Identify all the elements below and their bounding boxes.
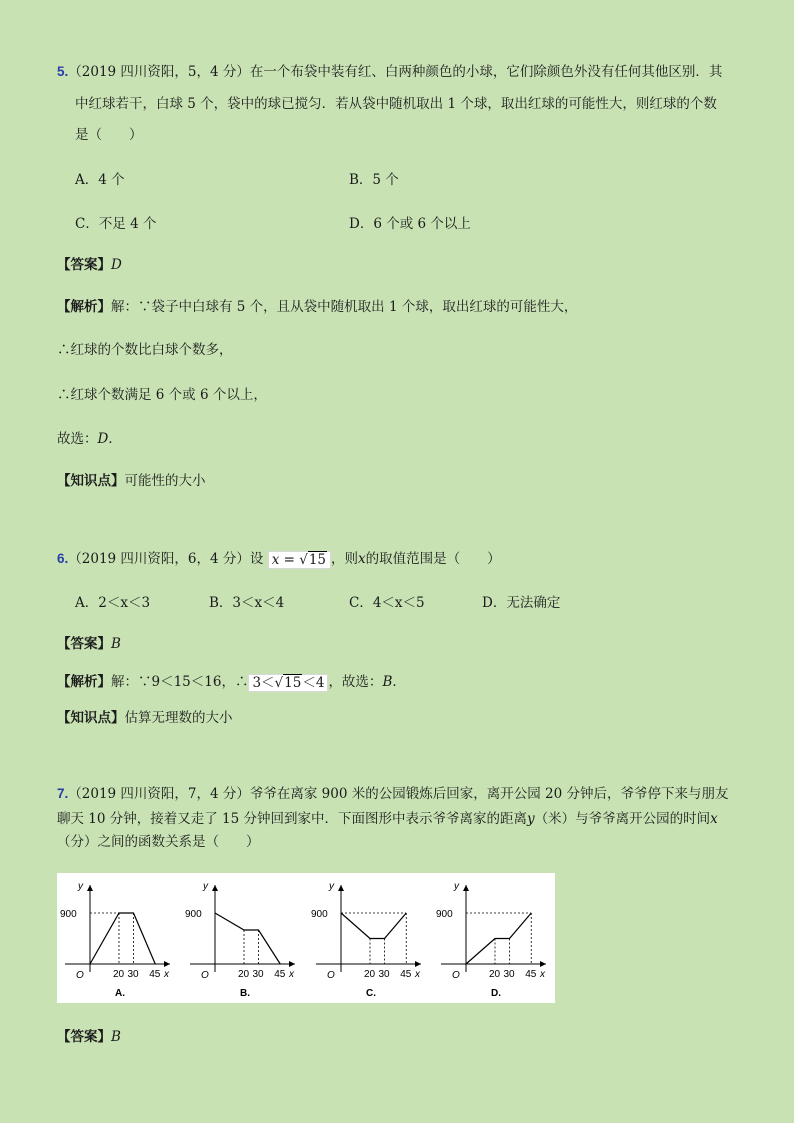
q5-analysis-line-3: ∴红球个数满足 6 个或 6 个以上， [57, 387, 267, 403]
x-tick-label: 30 [503, 969, 515, 980]
conclusion-suffix: ． [108, 431, 122, 447]
graph-a [60, 881, 170, 999]
graph-d [436, 881, 546, 999]
q5-stem-1: （2019 四川资阳，5，4 分）在一个布袋中装有红、白两种颜色的小球，它们除颜色外没有任何其他区别．其 [68, 64, 723, 80]
knowledge-text: 估算无理数的大小 [124, 710, 233, 726]
answer-value: B [111, 636, 121, 652]
answer-tag: 【答案】 [57, 636, 111, 652]
series-line [341, 913, 406, 939]
conclusion-prefix: 故选： [57, 431, 98, 447]
analysis-end: ． [392, 674, 406, 690]
q7-answer [57, 1028, 121, 1046]
q6-answer [57, 635, 121, 653]
x-tick-label: 45 [400, 969, 412, 980]
x-label: x [289, 969, 294, 980]
y-axis-arrow [338, 885, 344, 891]
y-label: y [454, 881, 459, 892]
ineq-left: 3＜ [252, 674, 275, 691]
q5-analysis [57, 298, 577, 316]
x-tick-label: 30 [127, 969, 139, 980]
var-x: x [710, 811, 718, 827]
x-tick-label: 20 [238, 969, 250, 980]
x-axis-arrow [289, 961, 295, 967]
q7-line2 [57, 810, 718, 828]
x-tick-label: 45 [274, 969, 286, 980]
answer-value: B [111, 1029, 121, 1045]
var-y: y [527, 811, 535, 827]
q6-inequality: 3＜√15＜4 [248, 674, 328, 692]
x-tick-label: 20 [113, 969, 125, 980]
y-tick-label: 900 [185, 909, 202, 920]
x-axis-arrow [164, 961, 170, 967]
knowledge-tag: 【知识点】 [57, 473, 125, 489]
x-tick-label: 20 [489, 969, 501, 980]
origin-label: O [327, 970, 335, 981]
analysis-value: B [382, 674, 393, 690]
q6-stem-b: ，则 [331, 551, 359, 567]
q6-option-a: A．2＜x＜3 [75, 595, 151, 611]
x-axis-arrow [540, 961, 546, 967]
q5-analysis-line-2: ∴红球的个数比白球个数多， [57, 342, 233, 358]
knowledge-text: 可能性的大小 [124, 473, 206, 489]
analysis-tag: 【解析】 [57, 299, 111, 315]
q7-stem-2a: 聊天 10 分钟，接着又走了 15 分钟回到家中．下面图形中表示爷爷离家的距离 [57, 811, 528, 827]
series-line [466, 913, 531, 964]
y-tick-label: 900 [436, 909, 453, 920]
var-x: x [271, 551, 280, 568]
q7-line1 [57, 785, 729, 803]
q7-graph-options [57, 873, 555, 1003]
series-line [90, 913, 155, 964]
x-axis-arrow [415, 961, 421, 967]
x-tick-label: 20 [364, 969, 376, 980]
answer-tag: 【答案】 [57, 257, 111, 273]
origin-label: O [201, 970, 209, 981]
q5-stem-2: 中红球若干，白球 5 个，袋中的球已搅匀．若从袋中随机取出 1 个球，取出红球的可能性大，则红球的个数 [75, 96, 717, 112]
q5-answer [57, 256, 122, 274]
q6-analysis [57, 673, 406, 692]
analysis-b: ，故选： [328, 674, 383, 690]
q6-option-b: B．3＜x＜4 [209, 595, 285, 611]
q6-stem-c: 的取值范围是（ ） [365, 551, 501, 567]
x-tick-label: 45 [149, 969, 161, 980]
y-tick-label: 900 [311, 909, 328, 920]
conclusion-value: D [97, 431, 109, 447]
q5-conclusion [57, 430, 122, 448]
y-label: y [203, 881, 208, 892]
x-label: x [164, 969, 169, 980]
analysis-line: 解：∵袋子中白球有 5 个，且从袋中随机取出 1 个球，取出红球的可能性大， [111, 299, 578, 315]
graph-caption: D. [491, 988, 501, 999]
ineq-arg: 15 [284, 674, 302, 691]
q6-option-d: D．无法确定 [482, 595, 561, 611]
y-label: y [78, 881, 83, 892]
sqrt-arg: 15 [308, 551, 327, 568]
q7-stem-2b: （米）与爷爷离开公园的时间 [534, 811, 711, 827]
x-tick-label: 30 [378, 969, 390, 980]
series-line [215, 913, 280, 964]
x-tick-label: 30 [252, 969, 264, 980]
y-tick-label: 900 [60, 909, 77, 920]
origin-label: O [76, 970, 84, 981]
answer-tag: 【答案】 [57, 1029, 111, 1045]
y-axis-arrow [463, 885, 469, 891]
var-x-2: x [358, 551, 366, 567]
graph-caption: B. [240, 988, 250, 999]
q7-graphs-svg [57, 873, 555, 1003]
q6-formula: x = √15 [268, 551, 331, 569]
q7-number: 7. [57, 786, 69, 801]
q5-stem-3: 是（ ） [75, 127, 143, 143]
answer-value: D [111, 257, 122, 273]
q5-number: 5. [57, 64, 69, 79]
y-label: y [329, 881, 334, 892]
x-label: x [540, 969, 545, 980]
q6-knowledge [57, 709, 233, 727]
graph-caption: C. [366, 988, 376, 999]
q5-line1 [57, 63, 722, 81]
graph-b [185, 881, 295, 999]
origin-label: O [452, 970, 460, 981]
q5-option-d: D．6 个或 6 个以上 [349, 216, 471, 232]
y-axis-arrow [87, 885, 93, 891]
q6-number: 6. [57, 551, 69, 566]
x-label: x [415, 969, 420, 980]
q6-stem-a: （2019 四川资阳，6，4 分）设 [68, 551, 268, 567]
graph-caption: A. [115, 988, 125, 999]
q5-knowledge [57, 472, 206, 490]
q6-option-c: C．4＜x＜5 [349, 595, 425, 611]
analysis-tag: 【解析】 [57, 674, 111, 690]
ineq-right: ＜4 [302, 674, 325, 691]
q5-option-a: A．4 个 [75, 172, 125, 188]
graph-c [311, 881, 421, 999]
q5-option-b: B．5 个 [349, 172, 399, 188]
knowledge-tag: 【知识点】 [57, 710, 125, 726]
equals: = [279, 551, 300, 568]
q7-stem-3: （分）之间的函数关系是（ ） [57, 834, 260, 850]
q5-option-c: C．不足 4 个 [75, 216, 157, 232]
q6-stem [57, 550, 501, 569]
q7-stem-1: （2019 四川资阳，7，4 分）爷爷在离家 900 米的公园锻炼后回家，离开公园 20 分钟后，爷爷停下来与朋友 [68, 786, 729, 802]
analysis-a: 解：∵9＜15＜16，∴ [111, 674, 249, 690]
x-tick-label: 45 [525, 969, 537, 980]
y-axis-arrow [212, 885, 218, 891]
